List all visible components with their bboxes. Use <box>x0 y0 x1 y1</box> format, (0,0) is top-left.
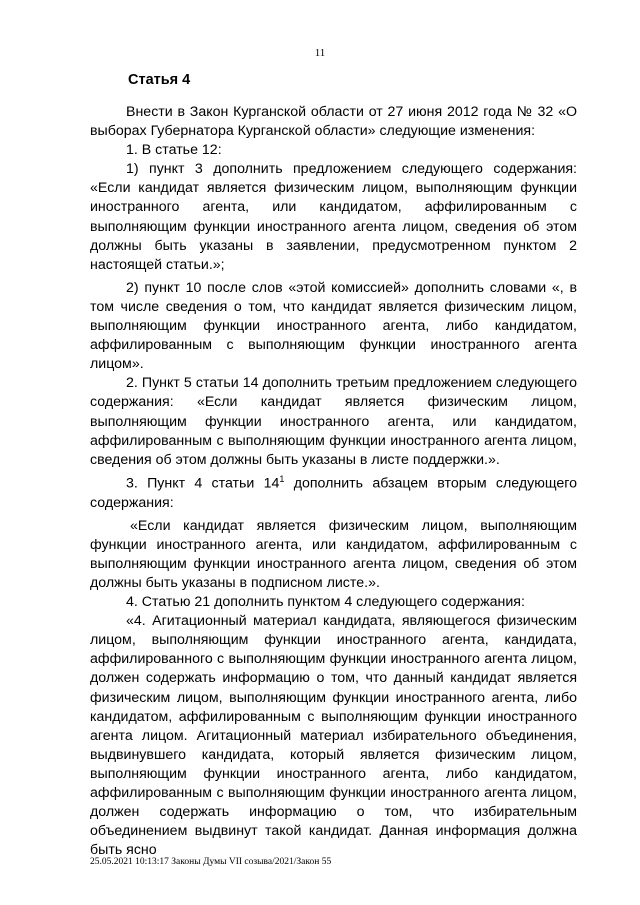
paragraph-quote-2: «4. Агитационный материал кандидата, являющегося физическим лицом, выполняющим функции иностранного агента, кандидата, аффилированного с выполняющим функции иностранного агента лицом, должен содержать информацию о том, что данный кандидат является физическим лицом, выполняющим функции иностранного агента, либо кандидатом, аффилированным с выполняющим функции иностранного агента лицом. Агитационный материал избирательного объединения, выдвинувшего кандидата, который является физическим лицом, выполняющим функции иностранного агента, либо кандидатом, аффилированным с выполняющим функции иностранного агента лицом, должен содержать информацию о том, что избирательным объединением выдвинут такой кандидат. Данная информация должна быть ясно <box>90 613 577 859</box>
superscript-1: 1 <box>279 473 285 484</box>
page-number: 11 <box>314 47 326 59</box>
paragraph-subitem-2: 2) пункт 10 после слов «этой комиссией» дополнить словами «, в том числе сведения о том, что кандидат является физическим лицом, выполняющим функции иностранного агента, либо кандидатом, аффилированным с выполняющим функции иностранного агента лицом». <box>90 279 577 373</box>
paragraph-item-2: 2. Пункт 5 статьи 14 дополнить третьим предложением следующего содержания: «Если кандидат является физическим лицом, выполняющим функции иностранного агента, или кандидатом, аффилированным с выполняющим функции иностранного агента лицом, сведения об этом должны быть указаны в листе поддержки.». <box>90 375 577 468</box>
paragraph-quote-1: «Если кандидат является физическим лицом, выполняющим функции иностранного агента, или кандидатом, аффилированным с выполняющим функции иностранного агента лицом, сведения об этом должны быть указаны в подписном листе.». <box>90 517 577 591</box>
footer: 25.05.2021 10:13:17 Законы Думы VII созыва/2021/Закон 55 <box>90 857 332 867</box>
paragraph-subitem-1: 1) пункт 3 дополнить предложением следующего содержания: «Если кандидат является физическим лицом, выполняющим функции иностранного агента, или кандидатом, аффилированным с выполняющим функции иностранного агента лицом, сведения об этом должны быть указаны в заявлении, предусмотренном пунктом 2 настоящей статьи.»; <box>90 161 577 273</box>
document-body <box>90 103 577 860</box>
paragraph-item-3 <box>90 470 577 513</box>
paragraph-intro: Внести в Закон Курганской области от 27 июня 2012 года № 32 «О выборах Губернатора Курганской области» следующие изменения: <box>90 104 577 140</box>
item-3-text-end: дополнить абзацем вторым следующего содержания: <box>90 475 577 511</box>
item-3-text-start: 3. Пункт 4 статьи 14 <box>126 475 280 492</box>
paragraph-item-1: 1. В статье 12: <box>126 142 222 159</box>
article-heading: Статья 4 <box>128 72 191 88</box>
paragraph-item-4: 4. Статью 21 дополнить пунктом 4 следующего содержания: <box>126 594 525 611</box>
